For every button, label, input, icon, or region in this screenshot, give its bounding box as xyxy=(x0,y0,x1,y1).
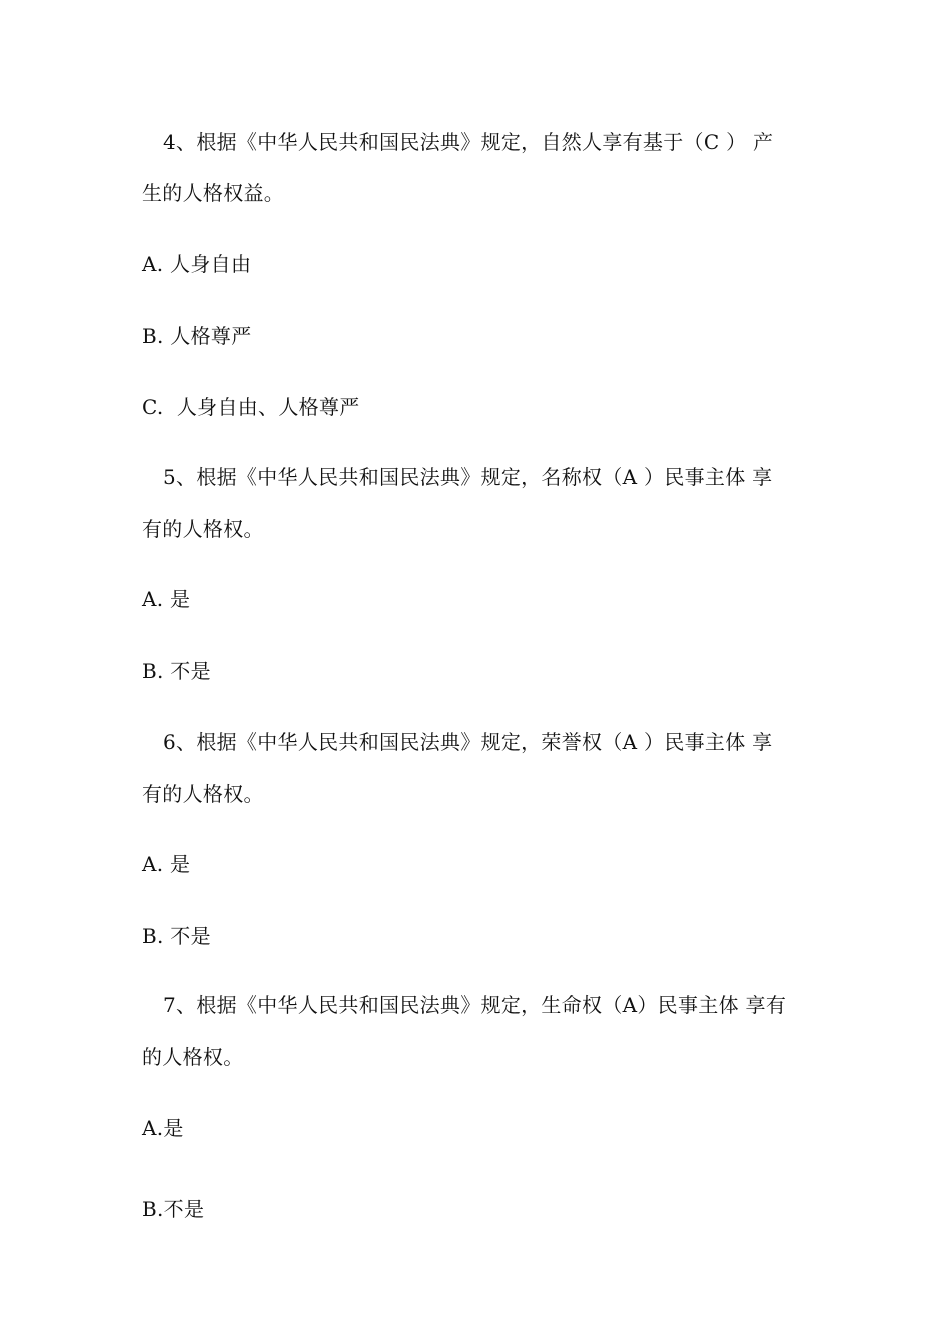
question-7-stem-line-2: 的人格权。 xyxy=(142,1045,244,1069)
question-4-option-b: B. 人格尊严 xyxy=(142,324,252,348)
question-7-option-a: A.是 xyxy=(142,1116,184,1140)
question-7-stem-line-1: 7、根据《中华人民共和国民法典》规定，生命权（A）民事主体 享有 xyxy=(163,993,787,1017)
question-4-stem-line-1: 4、根据《中华人民共和国民法典》规定，自然人享有基于（C ） 产 xyxy=(163,130,774,154)
question-6-stem-line-2: 有的人格权。 xyxy=(142,782,264,806)
question-5-option-b: B. 不是 xyxy=(142,659,211,683)
question-5-stem-line-1: 5、根据《中华人民共和国民法典》规定，名称权（A ）民事主体 享 xyxy=(163,465,773,489)
question-5-option-a: A. 是 xyxy=(142,587,191,611)
question-5-stem-line-2: 有的人格权。 xyxy=(142,517,264,541)
question-7-option-b: B.不是 xyxy=(142,1197,205,1221)
question-6-option-b: B. 不是 xyxy=(142,924,211,948)
question-4-option-c: C. 人身自由、人格尊严 xyxy=(142,395,360,419)
question-6-stem-line-1: 6、根据《中华人民共和国民法典》规定，荣誉权（A ）民事主体 享 xyxy=(163,730,773,754)
question-4-stem-line-2: 生的人格权益。 xyxy=(142,181,285,205)
question-6-option-a: A. 是 xyxy=(142,852,191,876)
question-4-option-a: A. 人身自由 xyxy=(142,252,252,276)
